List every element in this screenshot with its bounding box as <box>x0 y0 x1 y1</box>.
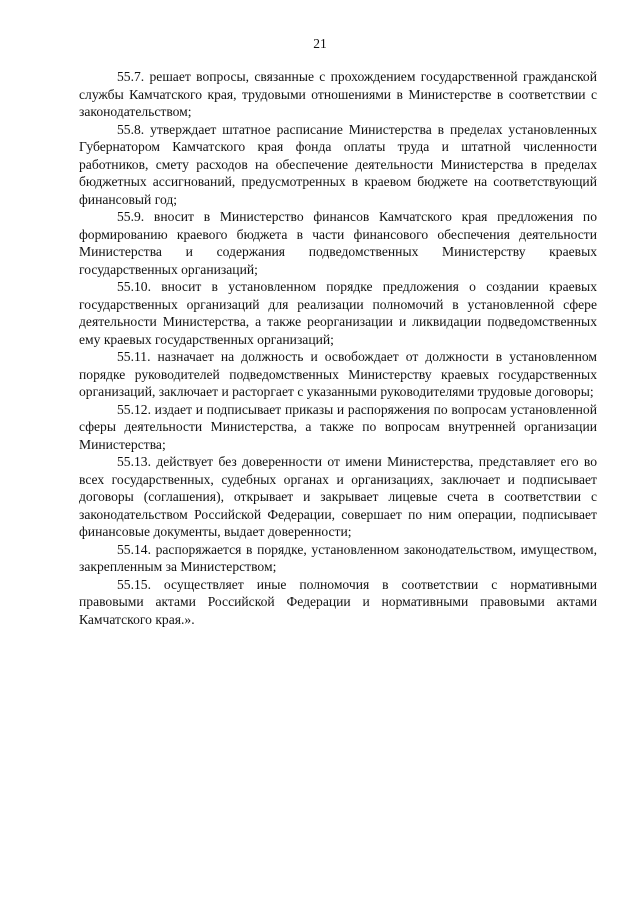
paragraph-55-7: 55.7. решает вопросы, связанные с прохождением государственной гражданской службы Камчатского края, трудовыми отношениями в Министерстве в соответствии с законодательством; <box>79 69 597 119</box>
paragraph-55-12: 55.12. издает и подписывает приказы и распоряжения по вопросам установленной сферы деятельности Министерства, а также по вопросам внутренней организации Министерства; <box>79 401 597 452</box>
paragraph-55-10: 55.10. вносит в установленном порядке предложения о создании краевых государственных организаций для реализации полномочий в установленной сфере деятельности Министерства, а также реорганизации и ликвидации подведомственных ему краевых государственных организаций; <box>79 279 597 347</box>
page-number: 21 <box>313 36 327 51</box>
paragraph-55-13: 55.13. действует без доверенности от имени Министерства, представляет его во всех государственных, судебных органах и организациях, заключает и подписывает договоры (соглашения), открывает и закрывает лицевые счета в соответствии с законодательством Российской Федерации, совершает по ним операции, подписывает финансовые документы, выдает доверенности; <box>79 454 597 539</box>
paragraph-55-15: 55.15. осуществляет иные полномочия в соответствии с нормативными правовыми актами Российской Федерации и нормативными правовыми актами Камчатского края.». <box>79 576 597 627</box>
paragraph-55-14: 55.14. распоряжается в порядке, установленном законодательством, имуществом, закрепленным за Министерством; <box>79 541 597 574</box>
paragraph-55-11: 55.11. назначает на должность и освобождает от должности в установленном порядке руководителей подведомственных Министерству краевых государственных организаций, заключает и расторгает с указанными руководителями трудовые договоры; <box>79 349 597 399</box>
document-body <box>79 68 597 628</box>
paragraph-55-8: 55.8. утверждает штатное расписание Министерства в пределах установленных Губернатором Камчатского края фонда оплаты труда и штатной численности работников, смету расходов на обеспечение деятельности Министерства в пределах бюджетных ассигнований, предусмотренных в краевом бюджете на соответствующий финансовый год; <box>79 121 597 207</box>
paragraph-55-9: 55.9. вносит в Министерство финансов Камчатского края предложения по формированию краевого бюджета в части финансового обеспечения деятельности Министерства и содержания подведомственных Министерству краевых государственных организаций; <box>79 209 597 277</box>
